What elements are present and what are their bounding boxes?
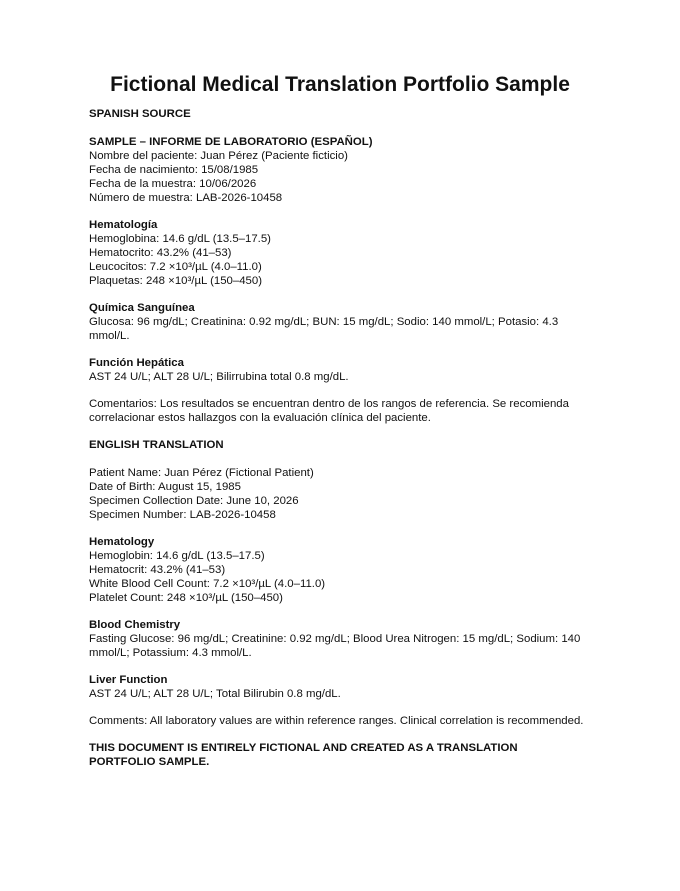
document-title: Fictional Medical Translation Portfolio Sample	[110, 73, 570, 96]
english-specimen-number: Specimen Number: LAB-2026-10458	[89, 509, 276, 521]
english-patient-name: Patient Name: Juan Pérez (Fictional Patient)	[89, 467, 314, 479]
spanish-hematocrit: Hematocrito: 43.2% (41–53)	[89, 247, 232, 259]
english-hemoglobin: Hemoglobin: 14.6 g/dL (13.5–17.5)	[89, 550, 265, 562]
english-platelet-count: Platelet Count: 248 ×10³/µL (150–450)	[89, 592, 283, 604]
english-hematology-title: Hematology	[89, 536, 155, 548]
english-hematocrit: Hematocrit: 43.2% (41–53)	[89, 564, 226, 576]
english-hematology-list	[89, 549, 599, 605]
english-translation-heading: ENGLISH TRANSLATION	[89, 439, 224, 451]
spanish-hemoglobin: Hemoglobina: 14.6 g/dL (13.5–17.5)	[89, 233, 271, 245]
document-page	[89, 72, 599, 769]
english-wbc-count: White Blood Cell Count: 7.2 ×10³/µL (4.0–11.0)	[89, 578, 326, 590]
spanish-liver-title: Función Hepática	[89, 357, 184, 369]
english-patient-info	[89, 466, 599, 522]
spanish-hematology-title: Hematología	[89, 219, 158, 231]
spanish-patient-name: Nombre del paciente: Juan Pérez (Paciente ficticio)	[89, 150, 348, 162]
spanish-leukocytes: Leucocitos: 7.2 ×10³/µL (4.0–11.0)	[89, 261, 262, 273]
spanish-liver-values: AST 24 U/L; ALT 28 U/L; Bilirrubina total 0.8 mg/dL.	[89, 371, 349, 383]
english-birth-date: Date of Birth: August 15, 1985	[89, 481, 241, 493]
fictional-disclaimer: THIS DOCUMENT IS ENTIRELY FICTIONAL AND CREATED AS A TRANSLATION PORTFOLIO SAMPLE.	[89, 742, 518, 768]
english-liver-values: AST 24 U/L; ALT 28 U/L; Total Bilirubin 0.8 mg/dL.	[89, 688, 341, 700]
spanish-sample-date: Fecha de la muestra: 10/06/2026	[89, 178, 257, 190]
english-collection-date: Specimen Collection Date: June 10, 2026	[89, 495, 299, 507]
spanish-patient-info	[89, 149, 599, 205]
spanish-hematology-list	[89, 232, 599, 288]
english-comments: Comments: All laboratory values are within reference ranges. Clinical correlation is recommended.	[89, 715, 584, 727]
english-chemistry-title: Blood Chemistry	[89, 619, 181, 631]
spanish-chemistry-title: Química Sanguínea	[89, 302, 195, 314]
spanish-sample-number: Número de muestra: LAB-2026-10458	[89, 192, 283, 204]
spanish-source-heading: SPANISH SOURCE	[89, 108, 191, 120]
english-chemistry-values: Fasting Glucose: 96 mg/dL; Creatinine: 0.92 mg/dL; Blood Urea Nitrogen: 15 mg/dL; Sodium: 140 mmol/L; Potassium: 4.3 mmol/L.	[89, 633, 581, 659]
spanish-report-subheading: SAMPLE – INFORME DE LABORATORIO (ESPAÑOL)	[89, 136, 373, 148]
spanish-chemistry-values: Glucosa: 96 mg/dL; Creatinina: 0.92 mg/dL; BUN: 15 mg/dL; Sodio: 140 mmol/L; Potasio: 4.3 mmol/L.	[89, 316, 559, 342]
spanish-platelets: Plaquetas: 248 ×10³/µL (150–450)	[89, 275, 263, 287]
spanish-comments: Comentarios: Los resultados se encuentran dentro de los rangos de referencia. Se recomienda correlacionar estos hallazgos con la evaluación clínica del paciente.	[89, 398, 569, 424]
english-liver-title: Liver Function	[89, 674, 168, 686]
spanish-birth-date: Fecha de nacimiento: 15/08/1985	[89, 164, 259, 176]
